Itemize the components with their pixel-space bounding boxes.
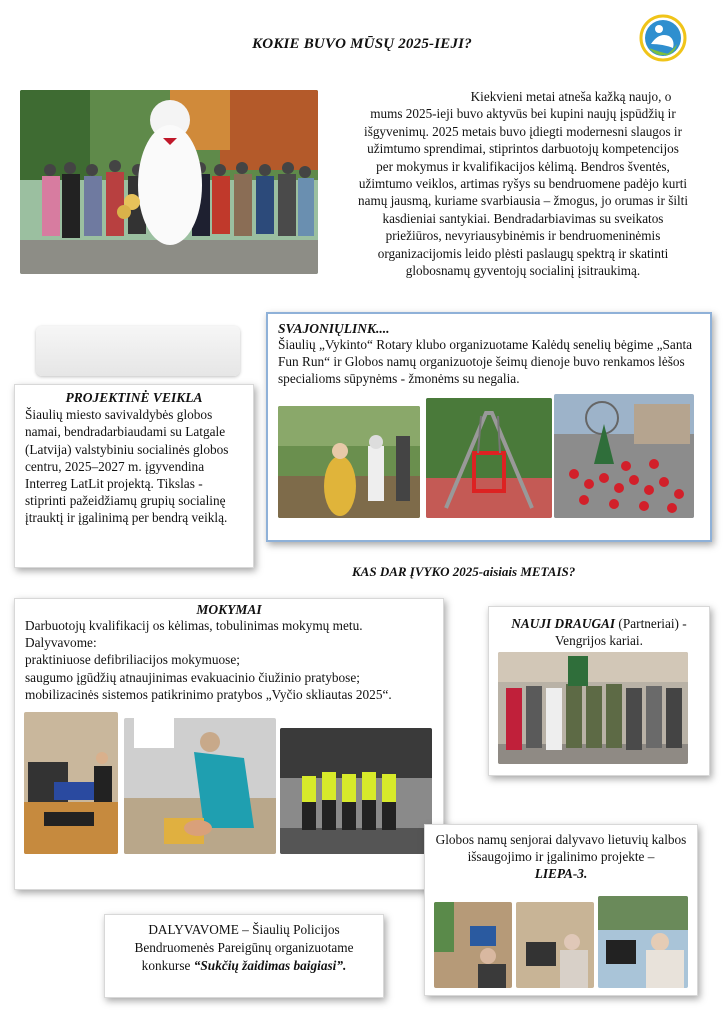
page-title: KOKIE BUVO MŪSŲ 2025-IEJI? xyxy=(252,36,472,52)
photo-senior-computer-3 xyxy=(598,896,688,988)
photo-special-swing xyxy=(426,398,552,518)
police-contest-body: DALYVAVOME – Šiaulių Policijos Bendruomenės Pareigūnų organizuotame konkurse xyxy=(134,922,354,973)
project-heading: PROJEKTINĖ VEIKLA xyxy=(65,390,203,405)
project-activity-card xyxy=(14,384,254,568)
dreams-body: Šiaulių „Vykinto“ Rotary klubo organizuotame Kalėdų senelių bėgime „Santa Fun Run“ ir Globos namų organizuotoje šeimų dienoje buvo renkamos lėšos specialioms sūpynėms - žmonėms su negalia. xyxy=(278,337,693,386)
photo-mobilization-exercise xyxy=(280,728,432,854)
trainings-line-1: Darbuotojų kvalifikacij os kėlimas, tobulinimas mokymų metu. xyxy=(25,618,363,633)
trainings-line-5: mobilizacinės sistemos patikrinimo pratybos „Vyčio skliautas 2025“. xyxy=(25,686,392,702)
organization-logo xyxy=(639,14,687,62)
photo-hungarian-soldiers xyxy=(498,652,688,764)
police-contest-text xyxy=(115,921,373,975)
liepa-project-name: LIEPA-3. xyxy=(534,866,588,881)
liepa-text: Globos namų senjorai dalyvavo lietuvių kalbos išsaugojimo ir įgalinimo projekte – xyxy=(435,832,687,864)
photo-senior-computer-1 xyxy=(434,902,512,988)
new-friends-heading: NAUJI DRAUGAI xyxy=(511,616,616,631)
photo-evacuation-mattress xyxy=(24,712,118,854)
photo-defibrillation-training xyxy=(124,718,276,854)
police-contest-name: “Sukčių žaidimas baigiasi”. xyxy=(193,958,347,973)
dreams-heading: SVAJONIŲLINK.... xyxy=(278,321,390,336)
new-friends-partners: (Partneriai) - xyxy=(615,616,687,631)
photo-family-day xyxy=(278,406,420,518)
trainings-heading: MOKYMAI xyxy=(196,602,262,617)
photo-santa-run xyxy=(554,394,694,518)
new-friends-line-1 xyxy=(495,615,703,632)
decorative-pill xyxy=(36,326,240,376)
photo-senior-computer-2 xyxy=(516,902,594,988)
new-friends-line-2: Vengrijos kariai. xyxy=(555,633,643,649)
group-photo-bear xyxy=(20,90,318,274)
section-heading-more-events: KAS DAR ĮVYKO 2025-aisiais METAIS? xyxy=(352,564,576,579)
project-body: Šiaulių miesto savivaldybės globos namai, bendradarbiaudami su Latgale (Latvija) valstybiniu socialinės globos centru, 2025–2027 m. įgyvendina Interreg LatLit projektą. Tikslas - stiprinti pažeidžiamų grupių socialinę įtrauktį ir įgalinimą per bendrą veiklą. xyxy=(25,407,229,526)
intro-paragraph: Kiekvieni metai atneša kažką naujo, o mums 2025-ieji buvo aktyvūs bei kupini naujų įspūdžių ir išgyvenimų. 2025 metais buvo įdiegti modernesni slaugos ir užimtumo sprendimai, stiprintos darbuotojų kompetencijos per mokymus ir kvalifikacijos kėlimą. Bendros šventės, užimtumo veiklos, artimas ryšys su bendruomene padėjo kurti namų jausmą, kuriame svarbiausia – žmogus, jo orumas ir šilti kasdieniai santykiai. Bendradarbiavimas su sveikatos priežiūros, nevyriausybinėmis ir bendruomeninėmis organizacijomis leido plėsti paslaugų spektrą ir skatinti globosnamų gyventojų socialinį įsitraukimą. xyxy=(358,89,688,279)
police-contest-card xyxy=(104,914,384,998)
trainings-line-2: Dalyvavome: xyxy=(25,635,97,651)
trainings-line-3: praktiniuose defibriliacijos mokymuose; xyxy=(25,652,240,668)
trainings-line-4: saugumo įgūdžių atnaujinimas evakuacinio čiužinio pratybose; xyxy=(25,669,360,685)
